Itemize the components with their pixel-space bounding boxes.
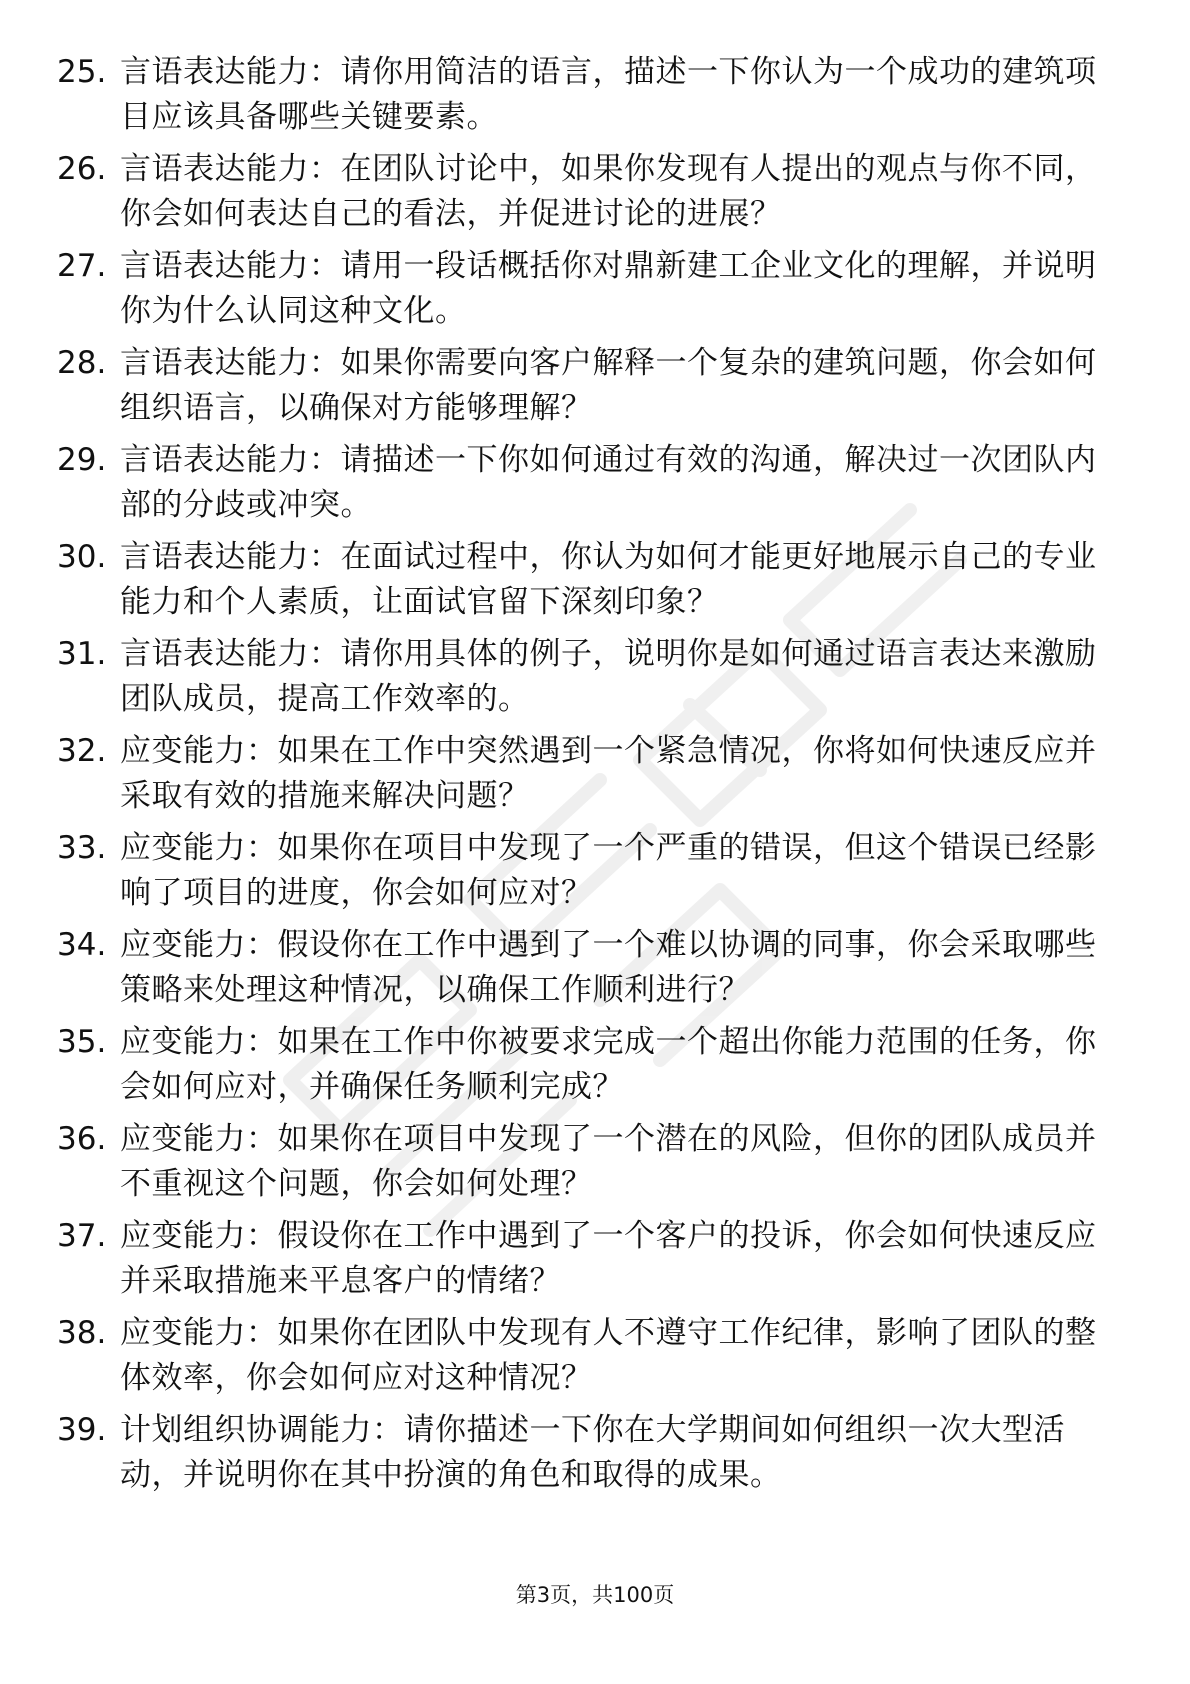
question-number: 39.: [57, 1412, 107, 1448]
question-number: 26.: [57, 151, 107, 187]
question-item: [57, 341, 1137, 431]
question-item: [57, 923, 1137, 1013]
question-item: [57, 438, 1137, 528]
question-item: [57, 1020, 1137, 1110]
question-text: 应变能力：如果你在团队中发现有人不遵守工作纪律，影响了团队的整体效率，你会如何应对这种情况？: [120, 1315, 1097, 1396]
question-item: [57, 50, 1137, 140]
question-text: 应变能力：假设你在工作中遇到了一个客户的投诉，你会如何快速反应并采取措施来平息客户的情绪？: [120, 1218, 1097, 1299]
question-number: 33.: [57, 830, 107, 866]
question-item: [57, 1214, 1137, 1304]
question-item: [57, 826, 1137, 916]
question-text: 言语表达能力：请描述一下你如何通过有效的沟通，解决过一次团队内部的分歧或冲突。: [120, 442, 1097, 523]
question-number: 28.: [57, 345, 107, 381]
question-number: 25.: [57, 54, 107, 90]
question-text: 应变能力：如果你在项目中发现了一个潜在的风险，但你的团队成员并不重视这个问题，你会如何处理？: [120, 1121, 1097, 1202]
question-number: 35.: [57, 1024, 107, 1060]
question-number: 29.: [57, 442, 107, 478]
question-text: 应变能力：如果在工作中你被要求完成一个超出你能力范围的任务，你会如何应对，并确保任务顺利完成？: [120, 1024, 1097, 1105]
question-text: 言语表达能力：请你用简洁的语言，描述一下你认为一个成功的建筑项目应该具备哪些关键要素。: [120, 54, 1097, 135]
question-number: 37.: [57, 1218, 107, 1254]
question-item: [57, 244, 1137, 334]
question-item: [57, 535, 1137, 625]
question-text: 计划组织协调能力：请你描述一下你在大学期间如何组织一次大型活动，并说明你在其中扮演的角色和取得的成果。: [120, 1412, 1065, 1493]
question-text: 言语表达能力：请用一段话概括你对鼎新建工企业文化的理解，并说明你为什么认同这种文化。: [120, 248, 1097, 329]
question-item: [57, 729, 1137, 819]
question-item: [57, 1117, 1137, 1207]
question-text: 应变能力：假设你在工作中遇到了一个难以协调的同事，你会采取哪些策略来处理这种情况，以确保工作顺利进行？: [120, 927, 1097, 1008]
question-text: 应变能力：如果你在项目中发现了一个严重的错误，但这个错误已经影响了项目的进度，你会如何应对？: [120, 830, 1097, 911]
question-item: [57, 1311, 1137, 1401]
question-text: 应变能力：如果在工作中突然遇到一个紧急情况，你将如何快速反应并采取有效的措施来解决问题？: [120, 733, 1097, 814]
question-item: [57, 1408, 1137, 1498]
question-number: 32.: [57, 733, 107, 769]
question-number: 38.: [57, 1315, 107, 1351]
question-text: 言语表达能力：在团队讨论中，如果你发现有人提出的观点与你不同，你会如何表达自己的看法，并促进讨论的进展？: [120, 151, 1097, 232]
question-item: [57, 632, 1137, 722]
question-item: [57, 147, 1137, 237]
question-number: 27.: [57, 248, 107, 284]
question-number: 31.: [57, 636, 107, 672]
question-text: 言语表达能力：请你用具体的例子，说明你是如何通过语言表达来激励团队成员，提高工作效率的。: [120, 636, 1097, 717]
question-number: 36.: [57, 1121, 107, 1157]
question-number: 34.: [57, 927, 107, 963]
question-number: 30.: [57, 539, 107, 575]
question-text: 言语表达能力：在面试过程中，你认为如何才能更好地展示自己的专业能力和个人素质，让面试官留下深刻印象？: [120, 539, 1097, 620]
question-text: 言语表达能力：如果你需要向客户解释一个复杂的建筑问题，你会如何组织语言，以确保对方能够理解？: [120, 345, 1097, 426]
page-number-footer: 第3页，共100页: [515, 1583, 675, 1607]
